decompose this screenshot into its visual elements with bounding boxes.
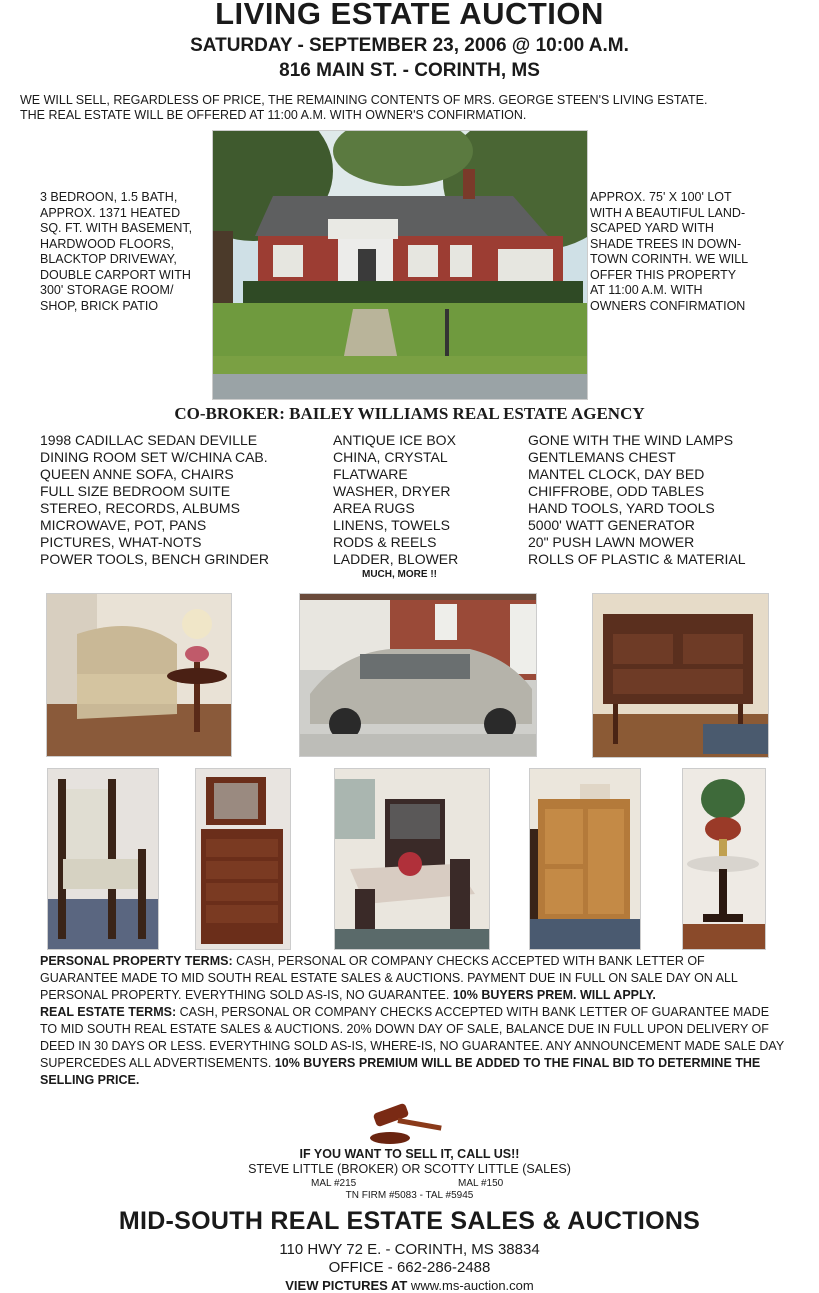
- list-item: POWER TOOLS, BENCH GRINDER: [40, 551, 269, 567]
- detail-line: OWNERS CONFIRMATION: [590, 298, 746, 313]
- auction-address: 816 MAIN ST. - CORINTH, MS: [279, 60, 540, 81]
- detail-line: AT 11:00 A.M. WITH: [590, 283, 703, 297]
- list-item: FLATWARE: [333, 466, 408, 482]
- list-item: MANTEL CLOCK, DAY BED: [528, 466, 705, 482]
- brokers-text: STEVE LITTLE (BROKER) OR SCOTTY LITTLE (SALES): [248, 1162, 571, 1176]
- list-item: LINENS, TOWELS: [333, 517, 450, 533]
- view-pictures-label: VIEW PICTURES AT: [285, 1278, 408, 1293]
- detail-line: TOWN CORINTH. WE WILL: [590, 252, 749, 266]
- real-estate-premium-note: 10% BUYERS PREMIUM WILL BE ADDED TO THE FINAL BID TO DETERMINE THE SELLING PRICE.: [40, 1056, 761, 1087]
- much-more-note: MUCH, MORE !!: [362, 569, 437, 580]
- detail-line: SQ. FT. WITH BASEMENT,: [40, 221, 193, 235]
- view-pictures-line: [0, 1278, 819, 1293]
- detail-line: 3 BEDROON, 1.5 BATH,: [40, 190, 178, 204]
- intro-line: WE WILL SELL, REGARDLESS OF PRICE, THE REMAINING CONTENTS OF MRS. GEORGE STEEN'S LIVING ESTATE.: [20, 93, 708, 107]
- list-item: HAND TOOLS, YARD TOOLS: [528, 500, 715, 516]
- lamp-photo: [682, 768, 766, 950]
- terms-section: [40, 953, 785, 1089]
- detail-line: WITH A BEAUTIFUL LAND-: [590, 205, 746, 220]
- gavel-icon: [368, 1100, 446, 1148]
- cadillac-photo: [299, 593, 537, 757]
- intro-text: [20, 93, 810, 123]
- list-item: LADDER, BLOWER: [333, 551, 459, 567]
- list-item: ANTIQUE ICE BOX: [333, 432, 456, 448]
- detail-line: SHOP, BRICK PATIO: [40, 298, 159, 313]
- real-estate-terms-text: CASH, PERSONAL OR COMPANY CHECKS ACCEPTED WITH BANK LETTER OF GUARANTEE MADE TO MID SOUTH REAL ESTATE SALES & AUCTIONS. 20% DOWN DAY OF SALE, BALANCE DUE IN FULL UPON DELIVERY OF DEED IN 30 DAYS OR LESS. EVERYTHING SOLD AS-IS, WHERE-IS, NO GUARANTEE. ANY ANNOUNCEMENT MADE SALE DAY SUPERCEDES ALL ADVERTISEMENTS.: [40, 1005, 784, 1070]
- items-column-2: [333, 432, 458, 568]
- call-us-text: IF YOU WANT TO SELL IT, CALL US!!: [299, 1147, 520, 1161]
- list-item: STEREO, RECORDS, ALBUMS: [40, 500, 240, 516]
- sofa-photo: [46, 593, 232, 757]
- office-phone: OFFICE - 662-286-2488: [328, 1259, 491, 1276]
- list-item: MICROWAVE, POT, PANS: [40, 517, 207, 533]
- list-item: WASHER, DRYER: [333, 483, 451, 499]
- list-item: FULL SIZE BEDROOM SUITE: [40, 483, 231, 499]
- list-item: CHIFFROBE, ODD TABLES: [528, 483, 705, 499]
- auction-title: LIVING ESTATE AUCTION: [215, 0, 604, 31]
- mal-license-2: MAL #150: [458, 1178, 504, 1189]
- list-item: AREA RUGS: [333, 500, 415, 516]
- rocking-chair-photo: [47, 768, 159, 950]
- china-cabinet-photo: [592, 593, 769, 758]
- ice-box-photo: [529, 768, 641, 950]
- list-item: RODS & REELS: [333, 534, 437, 550]
- detail-line: BLACKTOP DRIVEWAY,: [40, 252, 177, 266]
- dining-room-photo: [334, 768, 490, 950]
- personal-property-terms-text: CASH, PERSONAL OR COMPANY CHECKS ACCEPTED WITH BANK LETTER OF GUARANTEE MADE TO MID SOUTH REAL ESTATE SALES & AUCTIONS. PAYMENT DUE IN FULL ON SALE DAY ON ALL PERSONAL PROPERTY. EVERYTHING SOLD AS-IS, NO GUARANTEE.: [40, 954, 738, 1002]
- detail-line: DOUBLE CARPORT WITH: [40, 267, 191, 282]
- intro-line: THE REAL ESTATE WILL BE OFFERED AT 11:00 A.M. WITH OWNER'S CONFIRMATION.: [20, 108, 527, 122]
- buyers-premium-note: 10% BUYERS PREM. WILL APPLY.: [452, 988, 656, 1002]
- detail-line: OFFER THIS PROPERTY: [590, 267, 737, 282]
- detail-line: HARDWOOD FLOORS,: [40, 236, 175, 251]
- items-column-3: [528, 432, 746, 568]
- detail-line: 300' STORAGE ROOM/: [40, 283, 174, 297]
- list-item: DINING ROOM SET W/CHINA CAB.: [40, 449, 268, 465]
- real-estate-terms-label: REAL ESTATE TERMS:: [40, 1005, 177, 1019]
- company-name: MID-SOUTH REAL ESTATE SALES & AUCTIONS: [118, 1207, 701, 1235]
- house-photo: [212, 130, 588, 400]
- property-details-right: [590, 190, 770, 314]
- list-item: ROLLS OF PLASTIC & MATERIAL: [528, 551, 746, 567]
- list-item: CHINA, CRYSTAL: [333, 449, 448, 465]
- items-column-1: [40, 432, 269, 568]
- detail-line: APPROX. 75' X 100' LOT: [590, 190, 732, 204]
- list-item: PICTURES, WHAT-NOTS: [40, 534, 202, 550]
- chest-photo: [195, 768, 291, 950]
- personal-property-terms-label: PERSONAL PROPERTY TERMS:: [40, 954, 233, 968]
- list-item: GONE WITH THE WIND LAMPS: [528, 432, 734, 448]
- tn-firm-text: TN FIRM #5083 - TAL #5945: [345, 1190, 474, 1201]
- list-item: QUEEN ANNE SOFA, CHAIRS: [40, 466, 234, 482]
- detail-line: APPROX. 1371 HEATED: [40, 205, 181, 220]
- website-link[interactable]: www.ms-auction.com: [407, 1278, 534, 1293]
- property-details-left: [40, 190, 212, 314]
- cobroker-heading: CO-BROKER: BAILEY WILLIAMS REAL ESTATE AGENCY: [174, 404, 645, 423]
- detail-line: SHADE TREES IN DOWN-: [590, 236, 742, 251]
- list-item: GENTLEMANS CHEST: [528, 449, 676, 465]
- list-item: 20" PUSH LAWN MOWER: [528, 534, 695, 550]
- company-address: 110 HWY 72 E. - CORINTH, MS 38834: [279, 1241, 540, 1258]
- auction-date: SATURDAY - SEPTEMBER 23, 2006 @ 10:00 A.M.: [190, 35, 629, 56]
- list-item: 1998 CADILLAC SEDAN DEVILLE: [40, 432, 258, 448]
- detail-line: SCAPED YARD WITH: [590, 221, 714, 235]
- list-item: 5000' WATT GENERATOR: [528, 517, 695, 533]
- mal-license-1: MAL #215: [311, 1178, 357, 1189]
